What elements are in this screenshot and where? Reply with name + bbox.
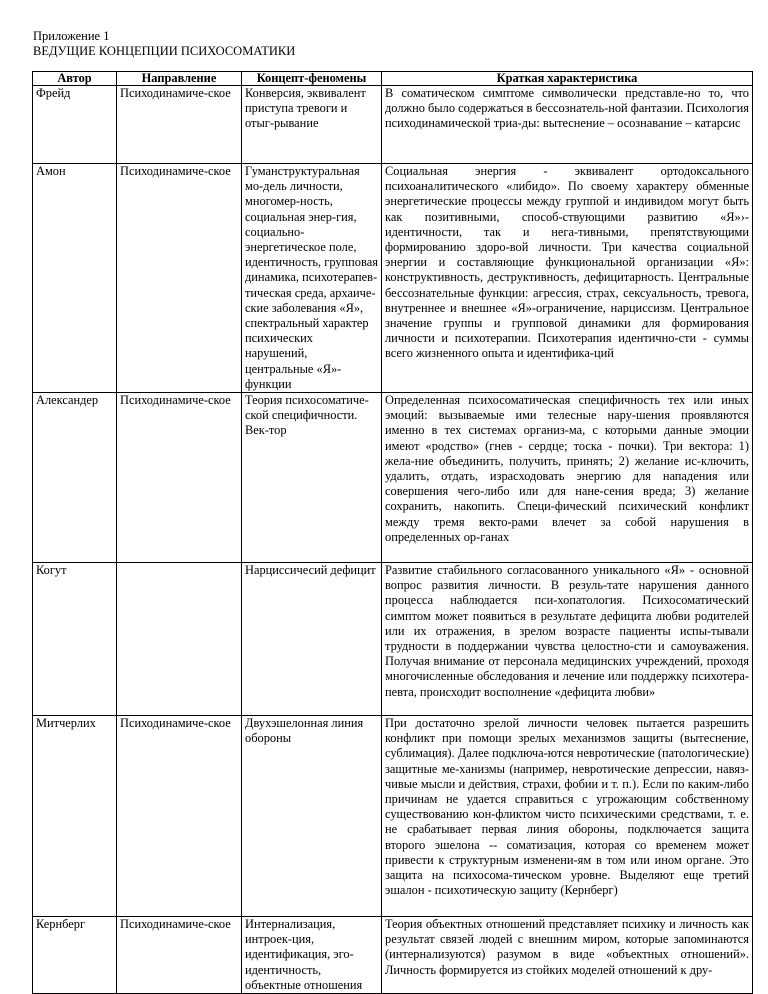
- table-row: [33, 164, 753, 393]
- author-cell: Когут: [33, 563, 117, 716]
- column-header-summary: Краткая характеристика: [382, 72, 753, 86]
- table-row: [33, 86, 753, 164]
- column-header-concepts: Концепт-феномены: [242, 72, 382, 86]
- direction-cell: Психодинамиче-ское: [117, 393, 242, 563]
- direction-cell: [117, 563, 242, 716]
- concepts-cell: Гуманструктуральная мо-дель личности, многомер-ность, социальная энер-гия, социально-энергетическое поле, идентичность, групповая динамика, психотерапев-тическая среда, архаиче-ские заболевания «Я», спектральный характер психических нарушений, центральные «Я»-функции: [242, 164, 382, 393]
- appendix-label: Приложение 1: [33, 29, 110, 43]
- direction-cell: Психодинамиче-ское: [117, 917, 242, 994]
- column-header-direction: Направление: [117, 72, 242, 86]
- author-cell: Митчерлих: [33, 716, 117, 917]
- column-header-author: Автор: [33, 72, 117, 86]
- concepts-cell: Теория психосоматиче-ской специфичности. Век-тор: [242, 393, 382, 563]
- table-row: [33, 393, 753, 563]
- summary-cell: Теория объектных отношений представляет психику и личность как результат связей людей с внешним миром, которые запоминаются (интернализуются) разумом в виде «объектных отношений». Личность формируется из стойких моделей отношений к дру-: [382, 917, 753, 994]
- direction-cell: Психодинамиче-ское: [117, 716, 242, 917]
- summary-cell: Развитие стабильного согласованного уникального «Я» - основной вопрос развития личности. В резуль-тате нарушения данного процесса наблюдается пси-хопатология. Психосоматический симптом может появиться в результате дефицита любви родителей или их отражения, в зрелом возрасте пациенты испы-тывали трудности в поддержании чувства целостно-сти и самоуважения. Получая внимание от персонала медицинских учреждений, проходя многочисленные обследования и лечение или поддержку психотера-певта, происходит восполнение «дефицита любви»: [382, 563, 753, 716]
- summary-cell: При достаточно зрелой личности человек пытается разрешить конфликт при помощи зрелых механизмов защиты (вытеснение, сублимация). Далее подключа-ются невротические (патологические) защитные ме-ханизмы (например, невротические депрессии, навяз-чивые мысли и действия, страхи, фобии и т. п.). Если по каким-либо причинам не удается справиться с угрожающим собственному существованию кон-фликтом чисто психическими средствами, т. е. не срабатывает первая линия обороны, подключается защита второго эшелона -- соматизация, которая со временем может привести к структурным изменени-ям в том или ином органе. Это защита на психосома-тическом уровне. Выделяют еще третий эшалон - психотическую защиту (Кернберг): [382, 716, 753, 917]
- concepts-table: [32, 71, 753, 994]
- concepts-cell: Интернализация, интроек-ция, идентификация, эго-идентичность, объектные отношения: [242, 917, 382, 994]
- table-row: [33, 716, 753, 917]
- author-cell: Амон: [33, 164, 117, 393]
- direction-cell: Психодинамиче-ское: [117, 164, 242, 393]
- summary-cell: В соматическом симптоме символически представле-но то, что должно было содержаться в бессознатель-ной фантазии. Психология психодинамической триа-ды: вытеснение – осознавание – катарсис: [382, 86, 753, 164]
- author-cell: Кернберг: [33, 917, 117, 994]
- author-cell: Фрейд: [33, 86, 117, 164]
- summary-cell: Социальная энергия - эквивалент ортодоксального психоаналитического «либидо». По своему характеру обменные энергетические процессы между группой и индивидом могут быть как позитивными, способ-ствующими развитию «Я»›-идентичности, так и нега-тивными, препятствующими формированию здоро-вой личности. Три качества социальной энергии и составляющие функциональной организации «Я»: конструктивность, деструктивность, дефицитарность. Центральные бессознательные функции: агрессия, страх, сексуальность, тревога, внутреннее и внешнее «Я»-ограничение, нарциссизм. Центральное значение группы и групповой динамики для формирования личности и психотерапии. Психотерапия идентично-сти - суммы всего жизненного опыта и идентифика-ций: [382, 164, 753, 393]
- table-row: [33, 917, 753, 994]
- table-header-row: [33, 72, 753, 86]
- concepts-cell: Нарциссичесий дефицит: [242, 563, 382, 716]
- concepts-cell: Двухэшелонная линия обороны: [242, 716, 382, 917]
- document-title: ВЕДУЩИЕ КОНЦЕПЦИИ ПСИХОСОМАТИКИ: [33, 44, 296, 58]
- summary-cell: Определенная психосоматическая специфичность тех или иных эмоций: вызываемые ими телесные нару-шения проявляются именно в тех системах организ-ма, с которыми данные эмоции имеют «родство» (гнев - сердце; тоска - почки). Три вектора: 1) жела-ние объединить, получить, принять; 2) желание ис-ключить, удалить, отдать, израсходовать энергию для нападения или совершения чего-либо или для нане-сения вреда; 3) желание сохранить, накопить. Специ-фический психический конфликт между тремя векто-рами влечет за собой нарушения в определенных ор-ганах: [382, 393, 753, 563]
- concepts-cell: Конверсия, эквивалент приступа тревоги и отыг-рывание: [242, 86, 382, 164]
- author-cell: Александер: [33, 393, 117, 563]
- direction-cell: Психодинамиче-ское: [117, 86, 242, 164]
- table-row: [33, 563, 753, 716]
